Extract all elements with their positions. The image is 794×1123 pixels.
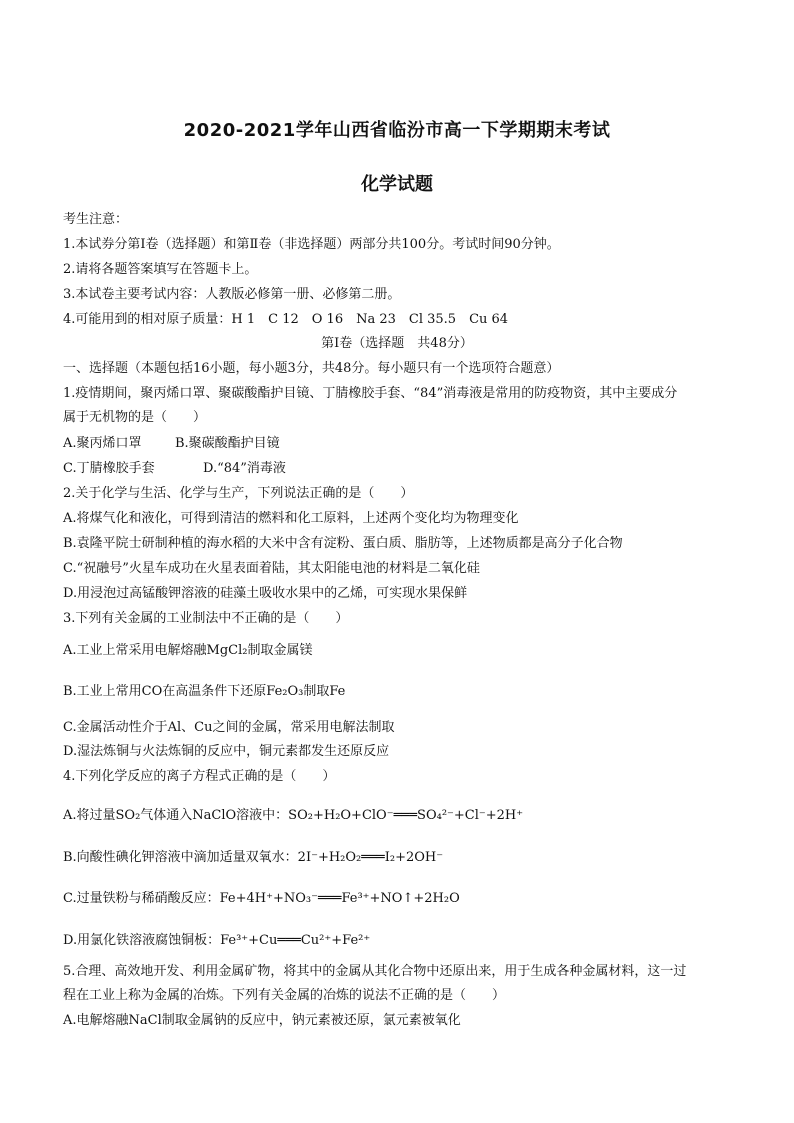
q1-stem-cont: 属于无机物的是（ ） xyxy=(63,410,207,425)
notice-item: 1.本试券分第Ⅰ卷（选择题）和第Ⅱ卷（非选择题）两部分共100分。考试时间90分钟。 xyxy=(63,237,560,252)
q1-option-d: D.“84”消毒液 xyxy=(203,461,286,476)
section-instruction: 一、选择题（本题包括16小题，每小题3分，共48分。每小题只有一个选项符合题意） xyxy=(63,361,560,376)
q2-option-d: D.用浸泡过高锰酸钾溶液的硅藻土吸收水果中的乙烯，可实现水果保鲜 xyxy=(63,586,468,601)
q4-stem: 4.下列化学反应的离子方程式正确的是（ ） xyxy=(63,769,336,784)
q3-option-d: D.湿法炼铜与火法炼铜的反应中，铜元素都发生还原反应 xyxy=(63,744,390,759)
exam-subtitle: 化学试题 xyxy=(361,174,433,195)
q2-option-c: C.“祝融号”火星车成功在火星表面着陆，其太阳能电池的材料是二氧化硅 xyxy=(63,561,480,576)
exam-title: 2020-2021学年山西省临汾市高一下学期期末考试 xyxy=(183,120,611,141)
q5-stem: 5.合理、高效地开发、利用金属矿物，将其中的金属从其化合物中还原出来，用于生成各种金属材料，这一过 xyxy=(63,964,687,979)
notice-item: 3.本试卷主要考试内容：人教版必修第一册、必修第二册。 xyxy=(63,287,401,302)
q2-option-b: B.袁隆平院士研制种植的海水稻的大米中含有淀粉、蛋白质、脂肪等，上述物质都是高分子化合物 xyxy=(63,536,623,551)
q4-option-c: C.过量铁粉与稀硝酸反应：Fe+4H⁺+NO₃⁻═══Fe³⁺+NO↑+2H₂O xyxy=(63,891,460,906)
q1-stem: 1.疫情期间，聚丙烯口罩、聚碳酸酯护目镜、丁腈橡胶手套、“84”消毒液是常用的防疫物资，其中主要成分 xyxy=(63,386,678,401)
section-heading: 第Ⅰ卷（选择题 共48分） xyxy=(321,336,473,351)
q3-stem: 3.下列有关金属的工业制法中不正确的是（ ） xyxy=(63,611,349,626)
notice-item: 4.可能用到的相对原子质量：H 1 C 12 O 16 Na 23 Cl 35.5 Cu 64 xyxy=(63,312,509,327)
q4-option-a: A.将过量SO₂气体通入NaClO溶液中：SO₂+H₂O+ClO⁻═══SO₄²⁻+Cl⁻+2H⁺ xyxy=(63,808,524,823)
q5-stem-cont: 程在工业上称为金属的冶炼。下列有关金属的冶炼的说法不正确的是（ ） xyxy=(63,988,506,1003)
q4-option-b: B.向酸性碘化钾溶液中滴加适量双氧水：2I⁻+H₂O₂═══I₂+2OH⁻ xyxy=(63,850,444,865)
notice-heading: 考生注意： xyxy=(63,212,129,227)
q3-option-c: C.金属活动性介于Al、Cu之间的金属，常采用电解法制取 xyxy=(63,720,395,735)
q2-option-a: A.将煤气化和液化，可得到清洁的燃料和化工原料，上述两个变化均为物理变化 xyxy=(63,511,519,526)
q1-option-a: A.聚丙烯口罩 xyxy=(63,436,142,451)
q5-option-a: A.电解熔融NaCl制取金属钠的反应中，钠元素被还原，氯元素被氧化 xyxy=(63,1013,461,1028)
notice-item: 2.请将各题答案填写在答题卡上。 xyxy=(63,262,258,277)
q1-option-c: C.丁腈橡胶手套 xyxy=(63,461,155,476)
q1-option-b: B.聚碳酸酯护目镜 xyxy=(175,436,280,451)
q2-stem: 2.关于化学与生活、化学与生产，下列说法正确的是（ ） xyxy=(63,486,414,501)
q3-option-a: A.工业上常采用电解熔融MgCl₂制取金属镁 xyxy=(63,643,313,658)
q4-option-d: D.用氯化铁溶液腐蚀铜板：Fe³⁺+Cu═══Cu²⁺+Fe²⁺ xyxy=(63,933,371,948)
q3-option-b: B.工业上常用CO在高温条件下还原Fe₂O₃制取Fe xyxy=(63,684,346,699)
